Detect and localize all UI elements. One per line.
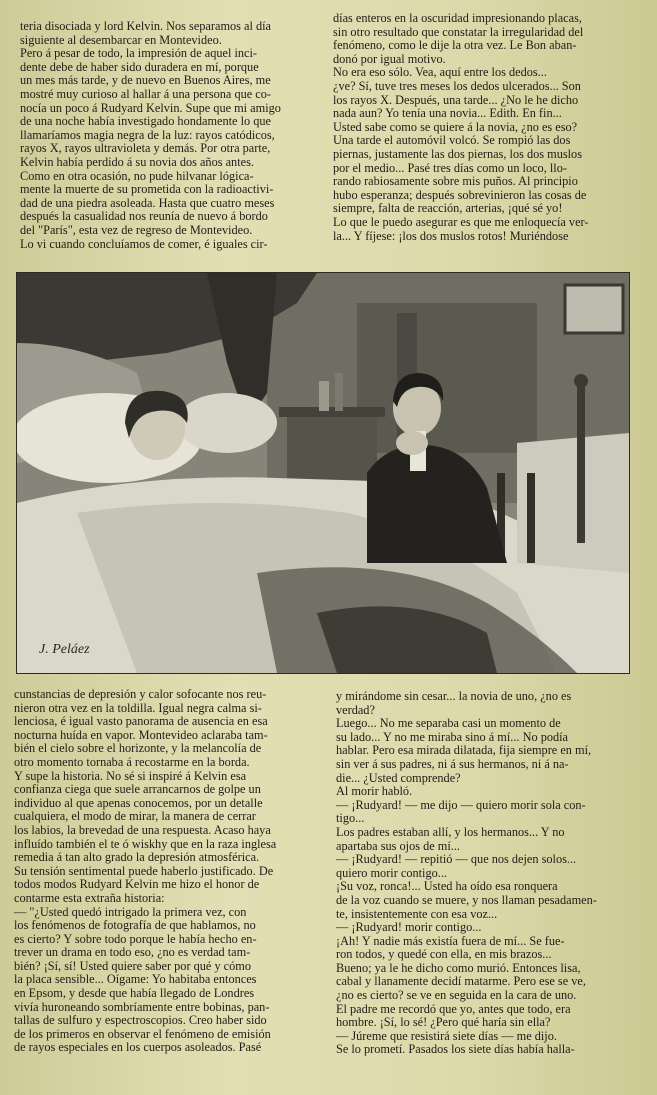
text-line: Y supe la historia. No sé si inspiré á Kelvin esa <box>14 769 247 783</box>
text-line: siguiente al desembarcar en Montevideo. <box>20 33 222 47</box>
text-line: rando rabiosamente sobre mis puños. Al principio <box>333 175 578 189</box>
text-line: contarme esta extraña historia: <box>14 891 165 905</box>
text-line: Una tarde el automóvil volcó. Se rompió las dos <box>333 134 571 148</box>
text-line: mostré muy curioso al hallar á una persona que co- <box>20 87 271 101</box>
text-column-top-right <box>333 12 633 243</box>
text-line: hombre. ¡Sí, lo sé! ¿Pero qué haría sin ella? <box>336 1016 551 1030</box>
text-line: apartaba sus ojos de mí... <box>336 839 460 853</box>
text-line: cualquiera, el modo de mirar, la manera de cerrar <box>14 810 256 824</box>
text-line: Pero á pesar de todo, la impresión de aquel inci- <box>20 47 257 61</box>
text-line: ¿ve? Sí, tuve tres meses los dedos ulcerados... Son <box>333 79 581 93</box>
text-line: dad de una piedra asoleada. Hasta que cuatro meses <box>20 196 275 210</box>
text-line: Usted sabe como se quiere á la novia, ¿no es eso? <box>333 120 578 134</box>
text-line: en Epsom, y desde que había llegado de Londres <box>14 987 255 1001</box>
text-line: los rayos X. Después, una tarde... ¿No le he dicho <box>333 93 579 107</box>
text-line: bién el cielo sobre el horizonte, y la melancolía de <box>14 742 262 756</box>
text-column-bottom-left <box>14 688 318 1055</box>
text-line: — ¡Rudyard! morir contigo... <box>336 921 482 935</box>
text-line: Luego... No me separaba casi un momento de <box>336 717 561 731</box>
text-line: tallas de sulfuro y espectroscopios. Creo haber sido <box>14 1014 267 1028</box>
illustration-deathbed-scene <box>16 272 630 674</box>
text-line: días enteros en la oscuridad impresionando placas, <box>333 12 582 25</box>
text-line: nieron otra vez en la toldilla. Igual negra calma si- <box>14 701 262 715</box>
text-line: — Júreme que resistirá siete días — me dijo. <box>336 1029 557 1043</box>
text-line: sin ver á sus padres, ni á sus hermanos, ni á na- <box>336 757 569 771</box>
text-line: cunstancias de depresión y calor sofocante nos reu- <box>14 688 267 701</box>
text-line: quiero morir contigo... <box>336 866 447 880</box>
text-line: tigo... <box>336 812 365 826</box>
text-line: del "París", esta vez de regreso de Montevideo. <box>20 223 253 237</box>
text-line: de rayos especiales en los cuerpos asoleados. Pasé <box>14 1041 262 1055</box>
text-line: Se lo prometí. Pasados los siete días había halla- <box>336 1043 575 1057</box>
text-line: El padre me recordó que yo, antes que todo, era <box>336 1002 571 1016</box>
text-line: Su tensión sentimental puede haberlo justificado. De <box>14 864 274 878</box>
text-line: los fenómenos de fotografía de que hablamos, no <box>14 919 256 933</box>
text-line: hubo esperanza; después sobrevinieron las cosas de <box>333 188 587 202</box>
text-line: todos modos Rudyard Kelvin me hizo el honor de <box>14 878 260 892</box>
text-line: No era eso sólo. Vea, aquí entre los dedos... <box>333 66 547 80</box>
text-line: es cierto? Y sobre todo porque le había hecho en- <box>14 932 257 946</box>
text-line: verdad? <box>336 703 375 717</box>
text-line: remedia á tan alto grado la depresión atmosférica. <box>14 851 260 865</box>
text-line: donó por igual motivo. <box>333 52 446 66</box>
text-line: por el medio... Pasé tres días como un loco, llo- <box>333 161 567 175</box>
text-line: die... ¿Usted comprende? <box>336 771 461 785</box>
text-line: trever un drama en todo eso, ¿no es verdad tam- <box>14 946 251 960</box>
text-line: de una noche había investigado hondamente lo que <box>20 115 271 129</box>
text-line: su lado... Y no me miraba sino á mí... No podía <box>336 730 569 744</box>
text-line: — "¿Usted quedó intrigado la primera vez, con <box>14 905 247 919</box>
text-line: — ¡Rudyard! — me dijo — quiero morir sola con- <box>336 798 586 812</box>
text-line: nocturna huída en vapor. Montevideo aclaraba tam- <box>14 728 268 742</box>
text-column-bottom-right <box>336 690 636 1057</box>
text-line: nada aun? Yo tenía una novia... Edith. En fin... <box>333 107 562 121</box>
text-line: mente la muerte de su prometida con la radioactivi- <box>20 183 274 197</box>
text-line: influído también el te ó wiskhy que en la raza inglesa <box>14 837 277 851</box>
text-line: nocía un poco á Rudyard Kelvin. Supe que mi amigo <box>20 101 281 115</box>
text-line: cabal y llanamente decidí matarme. Pero ese se ve, <box>336 975 586 989</box>
text-line: ¿no es cierto? se ve en seguida en la cara de uno. <box>336 989 577 1003</box>
text-line: de la voz cuando se muere, y nos llaman pesadamen- <box>336 893 597 907</box>
text-line: individuo al que apenas conocemos, por un detalle <box>14 796 263 810</box>
text-line: los labios, la brevedad de una respuesta. Acaso haya <box>14 823 271 837</box>
text-line: vivía huroneando sombríamente entre bobinas, pan- <box>14 1000 270 1014</box>
illustration-drawing <box>17 273 629 673</box>
illustration-signature: J. Peláez <box>39 642 90 657</box>
text-line: Al morir habló. <box>336 785 413 799</box>
text-line: fenómeno, como le dije la otra vez. Le Bon aban- <box>333 39 577 53</box>
text-line: de los primeros en observar el fenómeno de emisión <box>14 1027 271 1041</box>
text-line: la... Y fíjese: ¡los dos muslos rotos! Muriéndose <box>333 229 569 243</box>
text-line: teria disociada y lord Kelvin. Nos separamos al día <box>20 20 271 33</box>
text-line: siempre, falta de reacción, arterias, ¡qué sé yo! <box>333 202 563 216</box>
text-line: hablar. Pero esa mirada dilatada, fija siempre en mí, <box>336 744 592 758</box>
text-line: la placa sensible... Oígame: Yo habitaba entonces <box>14 973 257 987</box>
text-line: Los padres estaban allí, y los hermanos... Y no <box>336 825 565 839</box>
text-line: piernas, justamente las dos piernas, los dos muslos <box>333 147 582 161</box>
text-line: después la casualidad nos reunía de nuevo á bordo <box>20 210 268 224</box>
text-line: y mirándome sin cesar... la novia de uno, ¿no es <box>336 690 572 703</box>
text-line: — ¡Rudyard! — repitió — que nos dejen solos... <box>336 853 577 867</box>
text-line: ¡Su voz, ronca!... Usted ha oído esa ronquera <box>336 880 558 894</box>
text-line: Lo vi cuando concluíamos de comer, é iguales cir- <box>20 237 268 251</box>
text-line: Kelvin había perdido á su novia dos años antes. <box>20 155 254 169</box>
text-line: otro momento tornaba á recostarme en la borda. <box>14 755 250 769</box>
text-line: ¡Ah! Y nadie más existía fuera de mí... Se fue- <box>336 934 565 948</box>
text-line: ron todos, y quedé con ella, en mis brazos... <box>336 948 552 962</box>
text-line: un mes más tarde, y de nuevo en Buenos Aires, me <box>20 74 271 88</box>
text-line: rayos X, rayos ultravioleta y demás. Por otra parte, <box>20 142 271 156</box>
text-line: lenciosa, é igual vasto panorama de ausencia en esa <box>14 715 268 729</box>
text-line: te, insistentemente con esa voz... <box>336 907 498 921</box>
text-line: llamaríamos magia negra de la luz: rayos catódicos, <box>20 128 275 142</box>
text-line: Como en otra ocasión, no pude hilvanar lógica- <box>20 169 254 183</box>
text-line: bién? ¡Sí, sí! Usted quiere saber por qué y cómo <box>14 959 251 973</box>
text-line: Lo que le puedo asegurar es que me enloquecía ver- <box>333 215 589 229</box>
text-column-top-left <box>20 20 316 251</box>
text-line: sin otro resultado que constatar la irregularidad del <box>333 25 584 39</box>
text-line: dente debe de haber sido duradera en mí, porque <box>20 60 259 74</box>
text-line: Bueno; ya le he dicho como murió. Entonces lisa, <box>336 961 581 975</box>
text-line: confianza ciega que suele arrancarnos de golpe un <box>14 783 261 797</box>
